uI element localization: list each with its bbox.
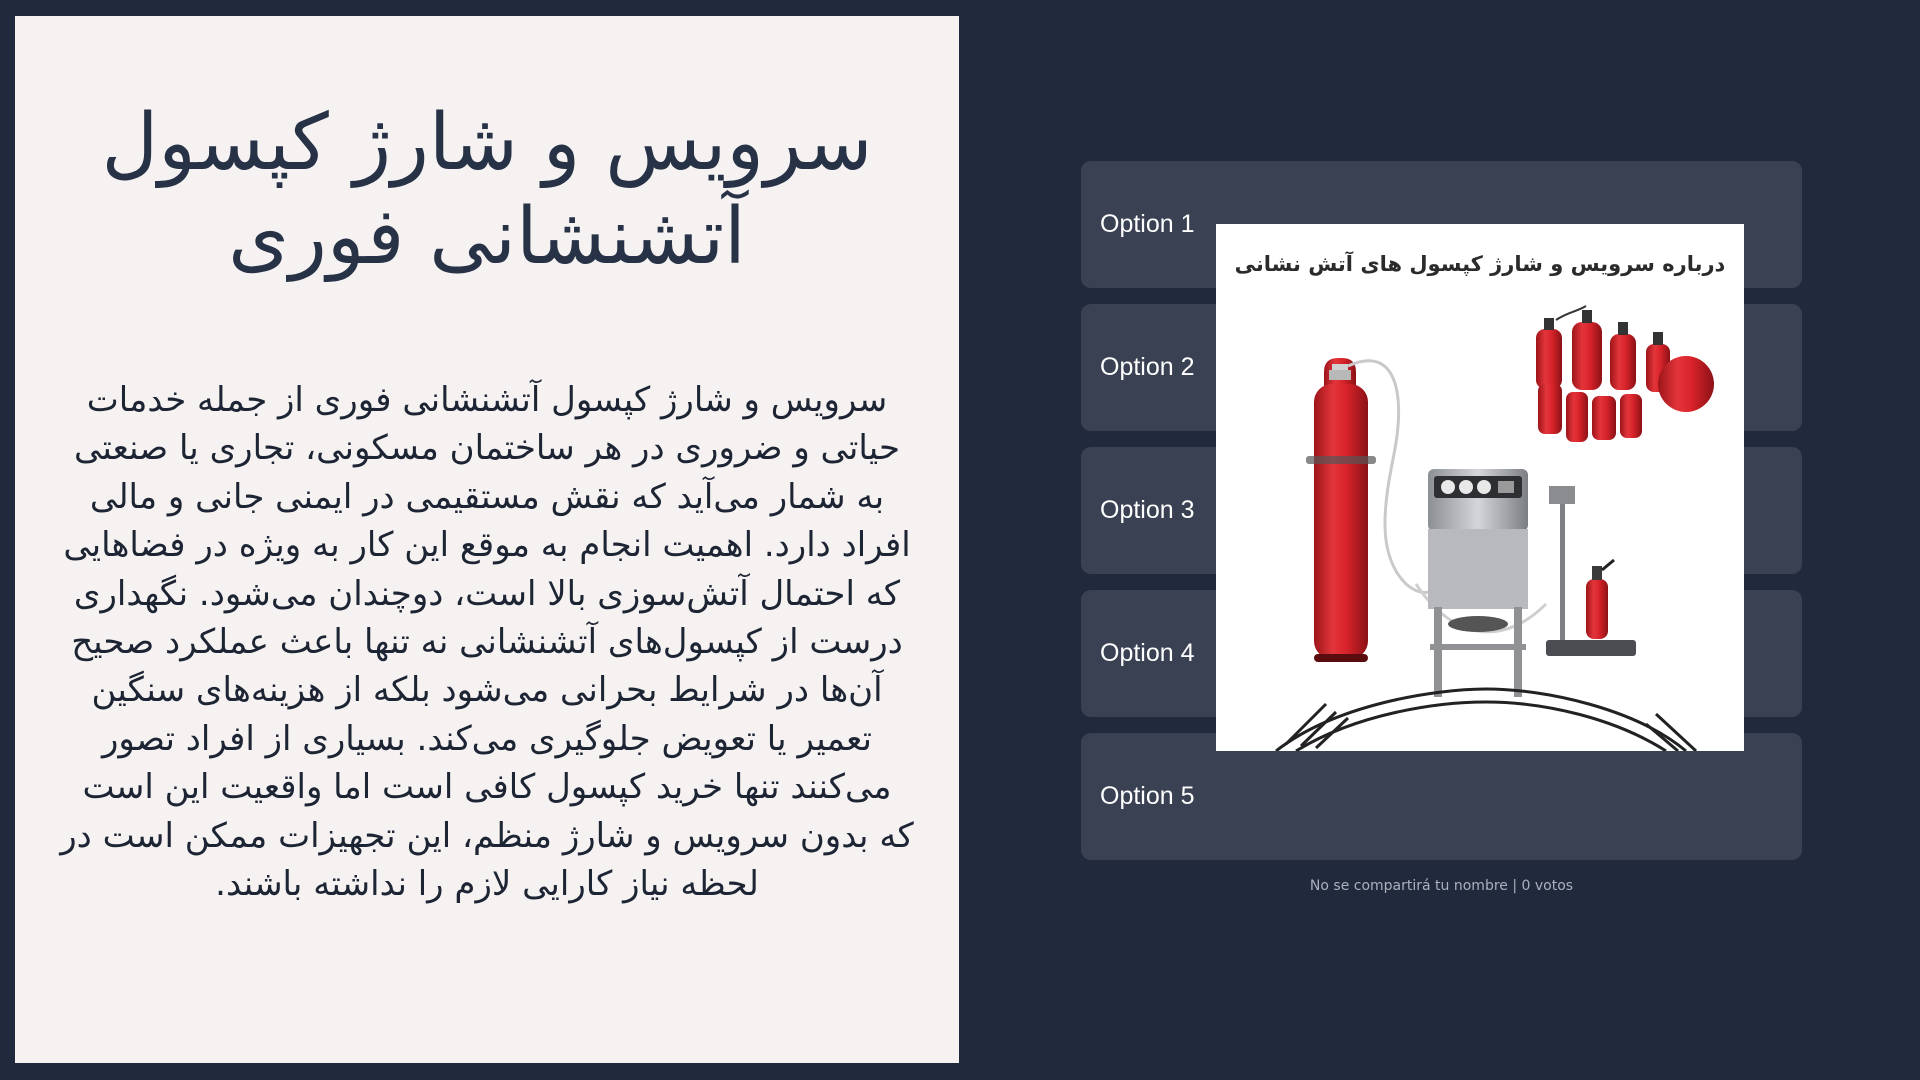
poll-footer: No se compartirá tu nombre | 0 votos — [1309, 878, 1574, 894]
extinguisher-illustration — [1216, 224, 1744, 751]
poll-option-5[interactable] — [1081, 733, 1802, 860]
poll-option-label: Option 2 — [1100, 353, 1195, 381]
poll-option-label: Option 4 — [1100, 639, 1195, 667]
slide-title: سرویس و شارژ کپسول آتشنشانی فوری — [101, 98, 873, 282]
large-cylinder-icon — [1306, 358, 1376, 662]
slide-body-text: سرویس و شارژ کپسول آتشنشانی فوری از جمله خدمات حیاتی و ضروری در هر ساختمان مسکونی، تجاری یا صنعتی به شمار می‌آید که نقش مستقیمی در ایمنی جانی و مالی افراد دارد. اهمیت انجام به موقع این کار به ویژه در فضاهایی که احتمال آتش‌سوزی بالا است، دوچندان می‌شود. نگهداری درست از کپسول‌های آتشنشانی نه تنها باعث عملکرد صحیح آن‌ها در شرایط بحرانی می‌شود بلکه از هزینه‌های سنگین تعمیر یا تعویض جلوگیری می‌کند. بسیاری از افراد تصور می‌کنند تنها خرید کپسول کافی است اما واقعیت این است که بدون سرویس و شارژ منظم، این تجهیزات ممکن است در لحظه نیاز کارایی لازم را نداشته باشند. — [60, 380, 914, 905]
fire-extinguisher-equipment-image — [1216, 224, 1744, 751]
media-caption: درباره سرویس و شارژ کپسول های آتش نشانی — [1234, 252, 1726, 276]
poll-option-label: Option 5 — [1100, 782, 1195, 810]
slide-content-panel — [15, 16, 959, 1063]
poll-option-label: Option 1 — [1100, 210, 1195, 238]
refilling-machine-icon — [1428, 469, 1528, 697]
extinguisher-cluster-icon — [1536, 306, 1714, 442]
small-extinguisher-icon — [1586, 560, 1614, 639]
poll-option-label: Option 3 — [1100, 496, 1195, 524]
decorative-lines — [1276, 689, 1696, 751]
